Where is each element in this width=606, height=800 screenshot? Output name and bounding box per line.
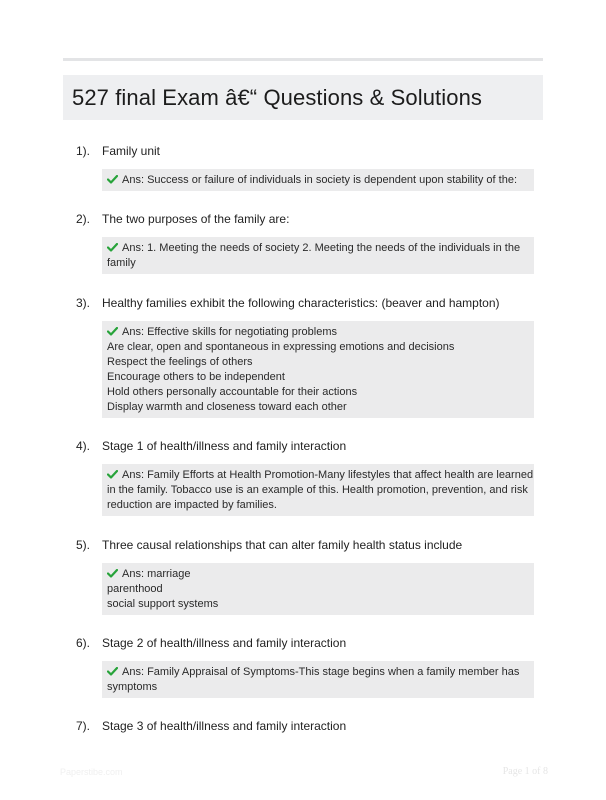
answer-line: Ans: Success or failure of individuals in society is dependent upon stability of the:: [107, 173, 529, 188]
page-number: Page 1 of 8: [502, 766, 548, 777]
question-text: Family unit: [102, 144, 161, 158]
answer-line: Ans: Effective skills for negotiating problems: [107, 325, 529, 340]
check-icon: [107, 569, 118, 578]
question-text: Healthy families exhibit the following characteristics: (beaver and hampton): [102, 296, 500, 310]
question-text: Stage 1 of health/illness and family interaction: [102, 439, 347, 453]
question-item: [0, 636, 606, 693]
question-text: Stage 3 of health/illness and family interaction: [102, 719, 347, 733]
question-item: [0, 719, 606, 737]
question-number: 4).: [76, 439, 91, 453]
answer-line: symptoms: [107, 681, 158, 693]
check-icon: [107, 175, 118, 184]
answer-box: [102, 321, 534, 418]
answer-line: Display warmth and closeness toward each other: [107, 401, 347, 413]
answer-line: Ans: Family Appraisal of Symptoms-This stage begins when a family member has: [107, 665, 529, 680]
answer-line: Hold others personally accountable for their actions: [107, 386, 358, 398]
answer-line: reduction are impacted by families.: [107, 499, 277, 511]
question-item: [0, 538, 606, 610]
answer-box: [102, 464, 534, 516]
question-item: [0, 296, 606, 413]
answer-line: Ans: Family Efforts at Health Promotion-Many lifestyles that affect health are learned: [107, 468, 529, 483]
question-number: 6).: [76, 636, 91, 650]
question-number: 1).: [76, 144, 91, 158]
check-icon: [107, 470, 118, 479]
answer-line: Encourage others to be independent: [107, 371, 285, 383]
title-banner: [63, 75, 543, 120]
question-item: [0, 212, 606, 269]
answer-line: Ans: 1. Meeting the needs of society 2. Meeting the needs of the individuals in the: [107, 241, 529, 256]
question-number: 2).: [76, 212, 91, 226]
answer-box: [102, 563, 534, 615]
check-icon: [107, 243, 118, 252]
question-item: [0, 144, 606, 186]
page-title: 527 final Exam â€“ Questions & Solutions: [72, 84, 483, 110]
top-divider: [63, 58, 543, 61]
question-number: 3).: [76, 296, 91, 310]
footer-watermark: Paperstibe.com: [60, 767, 123, 777]
answer-line: parenthood: [107, 583, 163, 595]
question-text: The two purposes of the family are:: [102, 212, 290, 226]
question-text: Three causal relationships that can alter family health status include: [102, 538, 463, 552]
answer-line: Respect the feelings of others: [107, 356, 253, 368]
question-number: 5).: [76, 538, 91, 552]
check-icon: [107, 667, 118, 676]
question-text: Stage 2 of health/illness and family interaction: [102, 636, 347, 650]
answer-box: [102, 169, 534, 191]
answer-box: [102, 661, 534, 698]
answer-box: [102, 237, 534, 274]
question-number: 7).: [76, 719, 91, 733]
question-item: [0, 439, 606, 511]
answer-line: in the family. Tobacco use is an example of this. Health promotion, prevention, and risk: [107, 484, 528, 496]
answer-line: social support systems: [107, 598, 219, 610]
answer-line: Ans: marriage: [107, 567, 529, 582]
answer-line: Are clear, open and spontaneous in expressing emotions and decisions: [107, 341, 455, 353]
answer-line: family: [107, 257, 136, 269]
check-icon: [107, 327, 118, 336]
